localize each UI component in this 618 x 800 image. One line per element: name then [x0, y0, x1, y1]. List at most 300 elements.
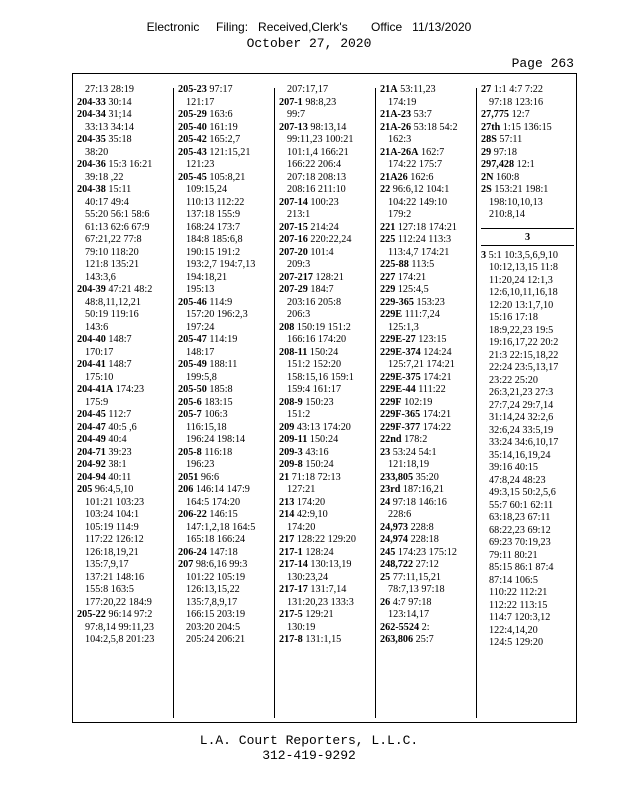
index-refs: 114:9	[209, 296, 233, 308]
index-refs: 114:19	[209, 334, 238, 345]
index-refs: 96:14 97:2	[108, 609, 153, 620]
index-entry	[477, 159, 578, 172]
index-continuation	[174, 209, 275, 222]
index-refs: 105:8,21	[209, 171, 246, 183]
index-entry	[376, 184, 477, 197]
index-continuation	[477, 337, 578, 350]
index-refs: 166:16 174:20	[287, 334, 347, 345]
index-continuation	[73, 597, 174, 610]
index-refs: 121:23	[186, 159, 215, 170]
index-entry	[376, 384, 477, 397]
index-term: 206	[178, 484, 194, 495]
index-refs: 208:16 211:10	[287, 184, 346, 195]
index-refs: 117:22 126:12	[85, 534, 144, 545]
index-term: 225	[380, 234, 396, 245]
index-refs: 150:24	[305, 459, 334, 470]
index-term: 204-47	[77, 421, 106, 433]
index-refs: 43:13 174:20	[296, 421, 351, 433]
index-refs: 135:7,8,9,17	[186, 596, 238, 608]
index-term: 27th	[481, 121, 501, 133]
index-term: 24,974	[380, 534, 409, 545]
index-continuation	[174, 534, 275, 547]
index-refs: 35:14,16,19,24	[489, 449, 551, 461]
index-refs: 148:7	[108, 359, 132, 370]
index-entry	[275, 197, 376, 210]
index-refs: 47:21 48:2	[108, 284, 153, 295]
index-entry	[174, 297, 275, 310]
index-entry	[275, 347, 376, 360]
index-refs: 106:3	[204, 409, 228, 420]
index-term: 207-15	[279, 221, 308, 233]
transcript-date: October 27, 2020	[246, 36, 372, 51]
index-refs: 39:23	[108, 446, 132, 458]
index-entry	[376, 422, 477, 435]
index-entry	[174, 384, 275, 397]
index-term: 205-40	[178, 121, 207, 133]
index-term: 209-3	[279, 446, 303, 458]
index-refs: 96:6	[200, 471, 220, 483]
index-term: 24	[380, 496, 391, 508]
index-continuation	[477, 625, 578, 638]
index-refs: 162:6	[410, 171, 434, 183]
index-refs: 116:15,18	[186, 421, 227, 433]
index-continuation	[376, 197, 477, 210]
index-continuation	[275, 147, 376, 160]
index-refs: 128:21	[315, 271, 344, 283]
index-refs: 147:18	[209, 546, 238, 558]
index-entry	[73, 447, 174, 460]
index-refs: 15:16 17:18	[489, 312, 538, 323]
index-entry	[174, 109, 275, 122]
index-continuation	[376, 509, 477, 522]
index-continuation	[477, 350, 578, 363]
index-term: 208-11	[279, 346, 308, 358]
index-refs: 101:21 103:23	[85, 496, 145, 508]
index-term: 227	[380, 271, 396, 283]
index-continuation	[174, 322, 275, 335]
index-refs: 47:8,24 48:23	[489, 474, 546, 486]
index-refs: 35:20	[415, 471, 439, 483]
index-refs: 104:22 149:10	[388, 196, 448, 208]
index-entry	[73, 434, 174, 447]
index-continuation	[174, 197, 275, 210]
index-continuation	[477, 600, 578, 613]
index-term: 205-43	[178, 146, 207, 158]
index-refs: 110:13 112:22	[186, 196, 245, 208]
index-entry	[477, 122, 578, 135]
index-refs: 174:20	[287, 521, 316, 533]
index-refs: 143:3,6	[85, 271, 116, 283]
index-entry	[73, 159, 174, 172]
index-entry	[376, 447, 477, 460]
index-refs: 43:16	[305, 446, 329, 458]
index-refs: 130:19	[287, 621, 316, 633]
index-continuation	[275, 484, 376, 497]
index-term: 27,775	[481, 109, 510, 120]
index-continuation	[275, 209, 376, 222]
index-continuation	[477, 475, 578, 488]
index-entry	[73, 409, 174, 422]
index-refs: 127:21	[287, 484, 316, 495]
index-refs: 195:13	[186, 284, 215, 295]
index-term: 22	[380, 184, 391, 195]
index-continuation	[477, 300, 578, 313]
index-refs: 228:6	[388, 509, 412, 520]
index-entry	[376, 222, 477, 235]
index-refs: 122:4,14,20	[489, 624, 538, 636]
index-entry	[376, 259, 477, 272]
index-entry	[376, 109, 477, 122]
index-entry	[477, 134, 578, 147]
index-entry	[174, 472, 275, 485]
index-term: 217-1	[279, 546, 303, 558]
index-continuation	[275, 372, 376, 385]
filing-stamp: Electronic Filing: Received,Clerk's Office 11/13/2020	[146, 20, 472, 34]
index-continuation	[477, 587, 578, 600]
index-continuation	[477, 325, 578, 338]
index-refs: 213:1	[287, 209, 311, 220]
index-term: 205-46	[178, 296, 207, 308]
index-refs: 174:20	[296, 496, 326, 508]
index-refs: 111:7,24	[404, 309, 440, 320]
index-entry	[376, 297, 477, 310]
index-term: 217-14	[279, 559, 308, 570]
index-refs: 48:8,11,12,21	[85, 296, 141, 308]
index-continuation	[73, 84, 174, 97]
index-continuation	[477, 425, 578, 438]
index-refs: 123:14,17	[388, 609, 430, 620]
index-entry	[376, 472, 477, 485]
index-entry	[376, 409, 477, 422]
index-refs: 25:7	[415, 634, 434, 645]
index-continuation	[73, 309, 174, 322]
index-entry	[376, 434, 477, 447]
index-refs: 146:15	[209, 509, 238, 520]
index-refs: 214:24	[310, 221, 339, 233]
index-refs: 15:11	[108, 184, 132, 195]
reporter-phone: 312-419-9292	[262, 748, 356, 763]
index-refs: 12:6,10,11,16,18	[489, 287, 558, 298]
index-refs: 128:22 129:20	[296, 534, 356, 545]
index-refs: 166:15 203:19	[186, 609, 246, 620]
index-refs: 61:13 62:6 67:9	[85, 221, 150, 233]
index-term: 24,973	[380, 521, 409, 533]
index-continuation	[174, 584, 275, 597]
index-term: 204-71	[77, 446, 106, 458]
index-continuation	[73, 622, 174, 635]
index-term: 205-23	[178, 84, 207, 95]
index-refs: 228:8	[410, 521, 434, 533]
index-entry	[73, 184, 174, 197]
index-continuation	[73, 522, 174, 535]
index-continuation	[73, 547, 174, 560]
index-refs: 150:23	[305, 396, 334, 408]
index-term: 204-45	[77, 409, 106, 420]
index-continuation	[477, 400, 578, 413]
index-refs: 174:21	[422, 409, 452, 420]
index-term: 206-24	[178, 546, 207, 558]
index-refs: 137:18 155:9	[186, 209, 241, 220]
index-entry	[477, 109, 578, 122]
index-continuation	[477, 487, 578, 500]
index-term: 204-40	[77, 334, 106, 345]
index-entry	[275, 534, 376, 547]
index-refs: 198:10,10,13	[489, 196, 543, 208]
index-continuation	[73, 634, 174, 647]
index-continuation	[174, 272, 275, 285]
index-refs: 39:18 ,22	[85, 171, 124, 183]
index-entry	[174, 359, 275, 372]
index-term: 21A26	[380, 171, 408, 183]
index-refs: 10:12,13,15 11:8	[489, 262, 558, 273]
index-refs: 111:22	[418, 384, 446, 395]
index-continuation	[174, 309, 275, 322]
index-refs: 131:7,14	[310, 584, 347, 595]
index-term: 205-7	[178, 409, 202, 420]
index-refs: 101:22 105:19	[186, 571, 246, 583]
index-continuation	[275, 159, 376, 172]
index-continuation	[477, 209, 578, 222]
index-refs: 174:22	[422, 421, 452, 433]
index-entry	[73, 422, 174, 435]
index-refs: 71:18 72:13	[291, 471, 341, 483]
index-continuation	[174, 97, 275, 110]
index-refs: 97:18	[493, 146, 517, 158]
index-term: 205	[77, 484, 93, 495]
index-term: 204-34	[77, 109, 106, 120]
index-continuation	[174, 597, 275, 610]
index-continuation	[73, 559, 174, 572]
index-refs: 121:8 135:21	[85, 259, 140, 270]
index-term: 229E-27	[380, 334, 416, 345]
index-continuation	[477, 97, 578, 110]
index-continuation	[477, 512, 578, 525]
index-refs: 185:8	[209, 384, 233, 395]
index-continuation	[174, 459, 275, 472]
index-entry	[275, 222, 376, 235]
index-term: 21A	[380, 84, 398, 95]
index-continuation	[275, 522, 376, 535]
index-refs: 161:19	[209, 121, 238, 133]
reporter-name: L.A. Court Reporters, L.L.C.	[199, 733, 419, 748]
index-term: 205-6	[178, 396, 202, 408]
index-continuation	[275, 384, 376, 397]
index-refs: 203:16 205:8	[287, 296, 342, 308]
index-entry	[275, 97, 376, 110]
index-refs: 184:8 185:6,8	[186, 234, 243, 245]
index-column-2	[174, 84, 275, 722]
index-continuation	[477, 550, 578, 563]
index-continuation	[174, 634, 275, 647]
index-term: 229E-374	[380, 346, 421, 358]
index-refs: 163:6	[209, 109, 233, 120]
index-entry	[275, 459, 376, 472]
index-continuation	[73, 209, 174, 222]
index-refs: 22:24 23:5,13,17	[489, 362, 559, 373]
index-column-3	[275, 84, 376, 722]
index-refs: 112:24 113:3	[397, 234, 452, 245]
index-refs: 206:3	[287, 309, 311, 320]
index-term: 21A-26	[380, 121, 412, 133]
index-continuation	[477, 462, 578, 475]
index-refs: 101:4	[310, 246, 334, 258]
index-term: 205-22	[77, 609, 106, 620]
index-refs: 196:24 198:14	[186, 434, 246, 445]
index-term: 204-94	[77, 471, 106, 483]
index-refs: 123:15	[418, 334, 447, 345]
index-continuation	[73, 497, 174, 510]
index-refs: 40:11	[108, 471, 132, 483]
index-continuation	[73, 234, 174, 247]
index-refs: 110:22 112:21	[489, 587, 548, 598]
index-continuation	[73, 197, 174, 210]
index-continuation	[174, 497, 275, 510]
index-refs: 150:24	[309, 346, 339, 358]
index-continuation	[174, 247, 275, 260]
index-entry	[376, 634, 477, 647]
index-term: 29	[481, 146, 492, 158]
index-refs: 55:7 60:1 62:11	[489, 499, 554, 511]
index-term: 217-8	[279, 634, 303, 645]
index-refs: 112:7	[108, 409, 132, 420]
index-refs: 207:18 208:13	[287, 171, 347, 183]
index-term: 229	[380, 284, 396, 295]
index-entry	[376, 559, 477, 572]
index-continuation	[174, 372, 275, 385]
index-refs: 5:1 10:3,5,6,9,10	[488, 249, 558, 261]
index-entry	[174, 447, 275, 460]
index-refs: 97:18 146:16	[392, 496, 447, 508]
index-refs: 174:21	[397, 271, 427, 283]
index-continuation	[477, 262, 578, 275]
index-entry	[376, 484, 477, 497]
index-entry	[376, 534, 477, 547]
index-entry	[275, 422, 376, 435]
index-continuation	[275, 109, 376, 122]
index-continuation	[73, 584, 174, 597]
index-entry	[174, 134, 275, 147]
index-refs: 33:13 34:14	[85, 121, 134, 133]
index-refs: 126:13,15,22	[186, 584, 240, 595]
index-refs: 39:16 40:15	[489, 462, 538, 473]
index-entry	[376, 284, 477, 297]
index-continuation	[477, 562, 578, 575]
index-refs: 27:12	[415, 559, 439, 570]
index-term: 21A-23	[380, 109, 412, 120]
index-refs: 38:1	[108, 459, 127, 470]
index-continuation	[73, 509, 174, 522]
index-refs: 124:5 129:20	[489, 637, 544, 648]
index-entry	[73, 97, 174, 110]
index-entry	[275, 559, 376, 572]
index-continuation	[174, 347, 275, 360]
index-refs: 131:1,15	[305, 634, 342, 645]
index-refs: 210:8,14	[489, 209, 525, 220]
index-entry	[275, 584, 376, 597]
index-refs: 78:7,13 97:18	[388, 584, 445, 595]
index-term: 229-365	[380, 296, 414, 308]
index-continuation	[477, 612, 578, 625]
index-refs: 170:17	[85, 346, 114, 358]
index-term: 297,428	[481, 159, 515, 170]
index-continuation	[174, 259, 275, 272]
index-term: 209	[279, 421, 295, 433]
index-refs: 126:18,19,21	[85, 546, 139, 558]
index-entry	[376, 334, 477, 347]
index-refs: 97:17	[209, 84, 233, 95]
index-entry	[275, 447, 376, 460]
index-term: 229E-44	[380, 384, 416, 395]
page-number: Page 263	[511, 56, 574, 71]
index-entry	[275, 497, 376, 510]
index-entry	[73, 384, 174, 397]
index-entry	[275, 234, 376, 247]
index-continuation	[477, 375, 578, 388]
index-column-5	[477, 84, 578, 722]
index-entry	[174, 509, 275, 522]
index-continuation	[376, 209, 477, 222]
index-refs: 101:1,4 166:21	[287, 146, 349, 158]
index-entry	[376, 234, 477, 247]
index-continuation	[477, 287, 578, 300]
index-refs: 168:24 173:7	[186, 221, 241, 233]
index-refs: 177:20,22 184:9	[85, 596, 152, 608]
index-entry	[174, 559, 275, 572]
index-continuation	[73, 347, 174, 360]
index-refs: 158:15,16 159:1	[287, 371, 354, 383]
index-refs: 15:3 16:21	[108, 159, 153, 170]
index-term: 204-35	[77, 134, 106, 145]
index-refs: 147:1,2,18 164:5	[186, 521, 256, 533]
index-refs: 32:6,24 33:5,19	[489, 424, 554, 436]
index-continuation	[275, 359, 376, 372]
index-term: 229F-365	[380, 409, 421, 420]
index-refs: 155:8 163:5	[85, 584, 134, 595]
index-refs: 98:8,23	[305, 96, 337, 108]
index-refs: 42:9,10	[296, 509, 328, 520]
index-refs: 130:23,24	[287, 571, 329, 583]
footer	[0, 733, 618, 763]
index-refs: 23:22 25:20	[489, 374, 538, 386]
index-entry	[376, 547, 477, 560]
index-refs: 19:16,17,22 20:2	[489, 337, 559, 348]
index-continuation	[73, 259, 174, 272]
index-entry	[275, 272, 376, 285]
index-continuation	[73, 372, 174, 385]
index-refs: 27:7,24 29:7,14	[489, 399, 554, 411]
index-refs: 175:10	[85, 371, 114, 383]
index-term: 207-16	[279, 234, 308, 245]
index-entry	[275, 434, 376, 447]
index-refs: 53:7	[413, 109, 432, 120]
index-continuation	[376, 322, 477, 335]
index-entry	[275, 472, 376, 485]
index-continuation	[477, 412, 578, 425]
index-refs: 166:22 206:4	[287, 159, 342, 170]
index-term: 207-13	[279, 121, 308, 133]
index-term: 207-20	[279, 246, 308, 258]
index-entry	[477, 184, 578, 197]
index-term: 262-5524	[380, 621, 420, 633]
index-refs: 27:13 28:19	[85, 84, 134, 95]
index-term: 25	[380, 571, 391, 583]
index-refs: 125:1,3	[388, 321, 419, 333]
index-entry	[73, 472, 174, 485]
index-continuation	[275, 572, 376, 585]
index-refs: 151:2 152:20	[287, 359, 342, 370]
index-refs: 116:18	[204, 446, 233, 458]
index-continuation	[376, 159, 477, 172]
